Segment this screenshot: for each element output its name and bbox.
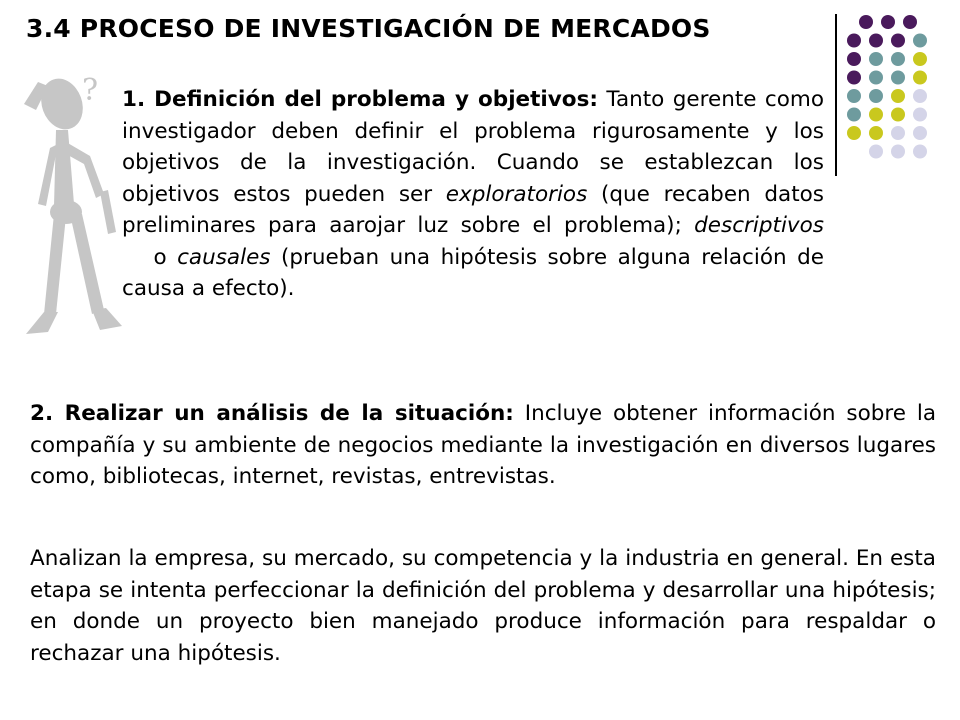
decorative-dot <box>847 89 861 103</box>
decorative-dot <box>891 126 905 140</box>
decorative-dot <box>891 34 905 48</box>
decorative-dot <box>869 89 883 103</box>
decorative-dot <box>847 71 861 85</box>
question-mark-icon: ? <box>82 73 99 108</box>
section-analysis-paragraph <box>30 398 936 493</box>
title-divider-line <box>835 14 837 176</box>
dot-grid-decoration <box>842 10 942 160</box>
decorative-dot <box>891 89 905 103</box>
decorative-dot <box>891 52 905 66</box>
decorative-dot <box>847 108 861 122</box>
decorative-dot <box>913 34 927 48</box>
term-descriptivos: descriptivos <box>694 213 824 238</box>
decorative-dot <box>903 15 917 29</box>
section-definition-paragraph <box>122 84 824 305</box>
term-causales: causales <box>177 244 271 270</box>
decorative-dot <box>913 71 927 85</box>
section-analysis-detail-paragraph: Analizan la empresa, su mercado, su competencia y la industria en general. En esta etapa se intenta perfeccionar la definición del problema y desarrollar una hipótesis; en donde un proyecto bien manejado produce información para respaldar o rechazar una hipótesis. <box>30 546 936 666</box>
section-definition-heading: 1. Definición del problema y objetivos: <box>122 87 598 112</box>
decorative-dot <box>869 34 883 48</box>
decorative-dot <box>913 89 927 103</box>
page-title: 3.4 PROCESO DE INVESTIGACIÓN DE MERCADOS <box>26 14 711 43</box>
section-analysis-text: Incluye obtener información sobre la compañía y su ambiente de negocios mediante la investigación en diversos lugares como, bibliotecas, internet, revistas, entrevistas. <box>30 401 936 489</box>
decorative-dot <box>881 15 895 29</box>
decorative-dot <box>847 34 861 48</box>
decorative-dot <box>869 52 883 66</box>
decorative-dot <box>869 108 883 122</box>
decorative-dot <box>869 126 883 140</box>
decorative-dot <box>891 108 905 122</box>
decorative-dot <box>869 71 883 85</box>
section-definition-text-c: o <box>122 244 178 270</box>
decorative-dot <box>891 145 905 159</box>
section-definition-text-d: (prueban una hipótesis sobre alguna relación de causa a efecto). <box>122 244 824 301</box>
section-analysis-heading: 2. Realizar un análisis de la situación: <box>30 401 514 426</box>
decorative-dot <box>913 126 927 140</box>
term-exploratorios: exploratorios <box>445 181 588 207</box>
section-definition-text-a: Tanto gerente como investigador deben definir el problema rigurosamente y los objetivos de la investigación. Cuando se establezcan los objetivos estos pueden ser <box>122 87 824 207</box>
decorative-dot <box>891 71 905 85</box>
decorative-dot <box>913 145 927 159</box>
decorative-dot <box>913 52 927 66</box>
decorative-dot <box>859 15 873 29</box>
decorative-dot <box>847 126 861 140</box>
decorative-dot <box>913 108 927 122</box>
decorative-dot <box>847 52 861 66</box>
decorative-dot <box>869 145 883 159</box>
section-definition-text-b: (que recaben datos preliminares para aarojar luz sobre el problema); <box>122 181 825 238</box>
